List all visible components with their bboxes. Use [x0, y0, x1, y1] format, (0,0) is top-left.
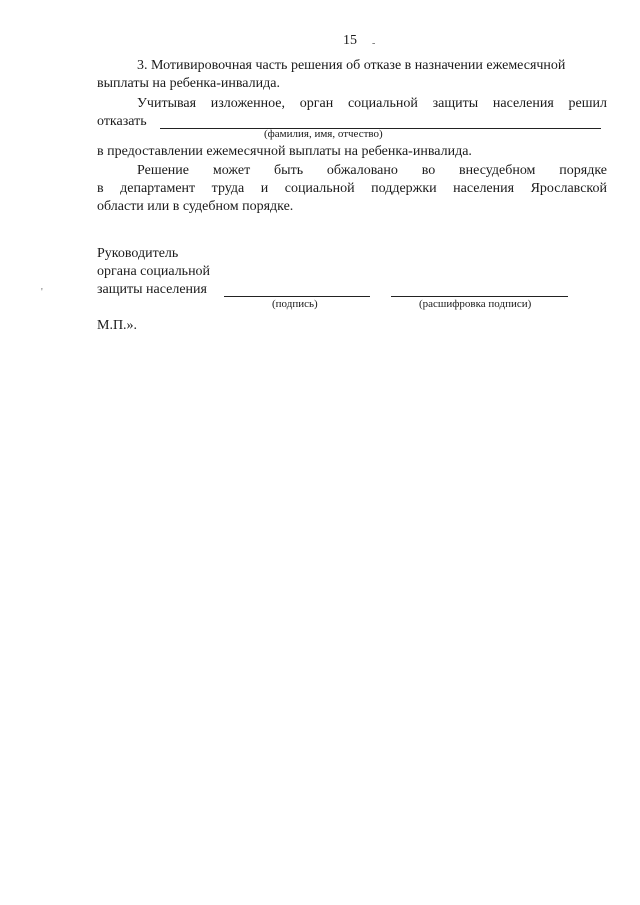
signature-decoding-blank-line	[391, 296, 568, 297]
appeal-line3: области или в судебном порядке.	[97, 199, 294, 214]
fio-caption: (фамилия, имя, отчество)	[264, 128, 383, 140]
signature-title-line3: защиты населения	[97, 282, 207, 297]
signature-title-line1: Руководитель	[97, 246, 179, 261]
appeal-line1: Решение может быть обжаловано во внесудебном порядке	[137, 163, 607, 178]
scan-mark: -	[372, 38, 376, 49]
signature-title-line2: органа социальной	[97, 264, 211, 279]
decision-line1: Учитывая изложенное, орган социальной защиты населения решил	[137, 96, 607, 111]
section3-line1: 3. Мотивировочная часть решения об отказе в назначении ежемесячной	[137, 58, 566, 73]
signature-blank-line	[224, 296, 370, 297]
signature-caption: (подпись)	[272, 298, 318, 310]
page-number: 15	[343, 33, 357, 48]
decision-refuse-label: отказать	[97, 114, 147, 129]
signature-decoding-caption: (расшифровка подписи)	[419, 298, 532, 310]
stamp-place: М.П.».	[97, 318, 138, 333]
scan-mark-left: '	[41, 287, 43, 298]
appeal-line2: в департамент труда и социальной поддержки населения Ярославской	[97, 181, 607, 196]
section3-line2: выплаты на ребенка-инвалида.	[97, 76, 280, 91]
decision-line3: в предоставлении ежемесячной выплаты на ребенка-инвалида.	[97, 144, 472, 159]
